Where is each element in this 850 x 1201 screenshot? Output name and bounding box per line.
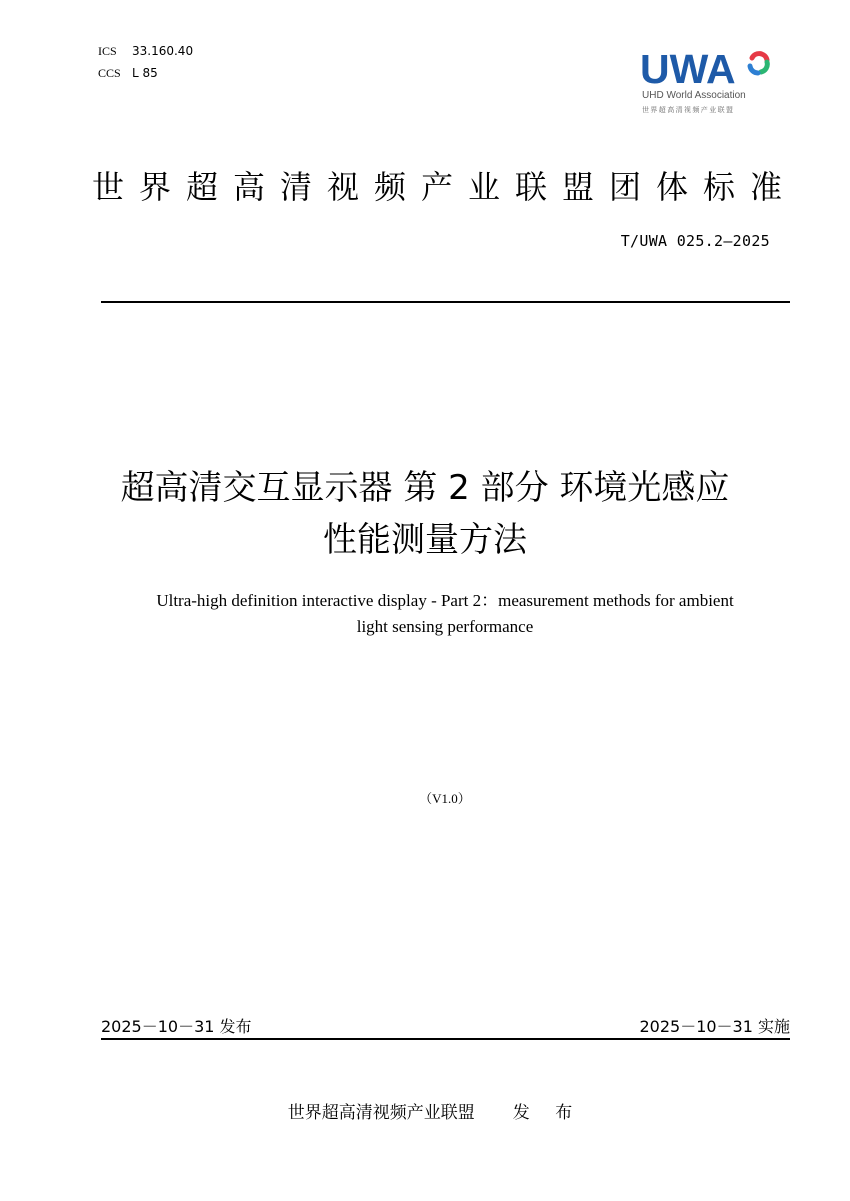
ics-label: ICS [98, 44, 117, 58]
classification-codes [98, 40, 193, 84]
implementation-date: 2025－10－31 实施 [639, 1017, 790, 1036]
chinese-title-line-1: 超高清交互显示器 第 2 部分 环境光感应 [120, 468, 730, 508]
english-title-line-1: Ultra-high definition interactive display - Part 2：measurement methods for ambient [156, 591, 734, 610]
ccs-label: CCS [98, 66, 121, 80]
header-divider [101, 301, 790, 303]
english-title [80, 588, 810, 640]
publisher-line [0, 1098, 850, 1123]
chinese-title-line-2: 性能测量方法 [323, 520, 527, 560]
ics-value: 33.160.40 [132, 44, 194, 58]
uwa-logo [640, 48, 770, 120]
ics-code [98, 40, 193, 62]
uwa-logo-mark [640, 48, 770, 88]
logo-arc-green [761, 62, 767, 72]
organization-standard-title: 世界超高清视频产业联盟团体标准 [92, 168, 798, 206]
standard-number: T/UWA 025.2—2025 [620, 232, 770, 250]
logo-arc-blue [750, 66, 758, 73]
ccs-code [98, 62, 193, 84]
logo-chinese-name: 世界超高清视频产业联盟 [642, 106, 735, 114]
logo-wordmark: UWA [640, 48, 736, 88]
english-title-line-2: light sensing performance [356, 617, 534, 636]
ccs-value: L 85 [132, 66, 158, 80]
footer-divider [101, 1038, 790, 1040]
chinese-title [60, 462, 790, 566]
logo-arc-red [752, 54, 767, 60]
publish-date: 2025－10－31 发布 [101, 1017, 252, 1036]
version-label: （V1.0） [419, 791, 471, 806]
publisher-organization: 世界超高清视频产业联盟 [287, 1103, 475, 1123]
logo-english-name: UHD World Association [642, 90, 746, 101]
publisher-action: 发 布 [512, 1103, 583, 1123]
